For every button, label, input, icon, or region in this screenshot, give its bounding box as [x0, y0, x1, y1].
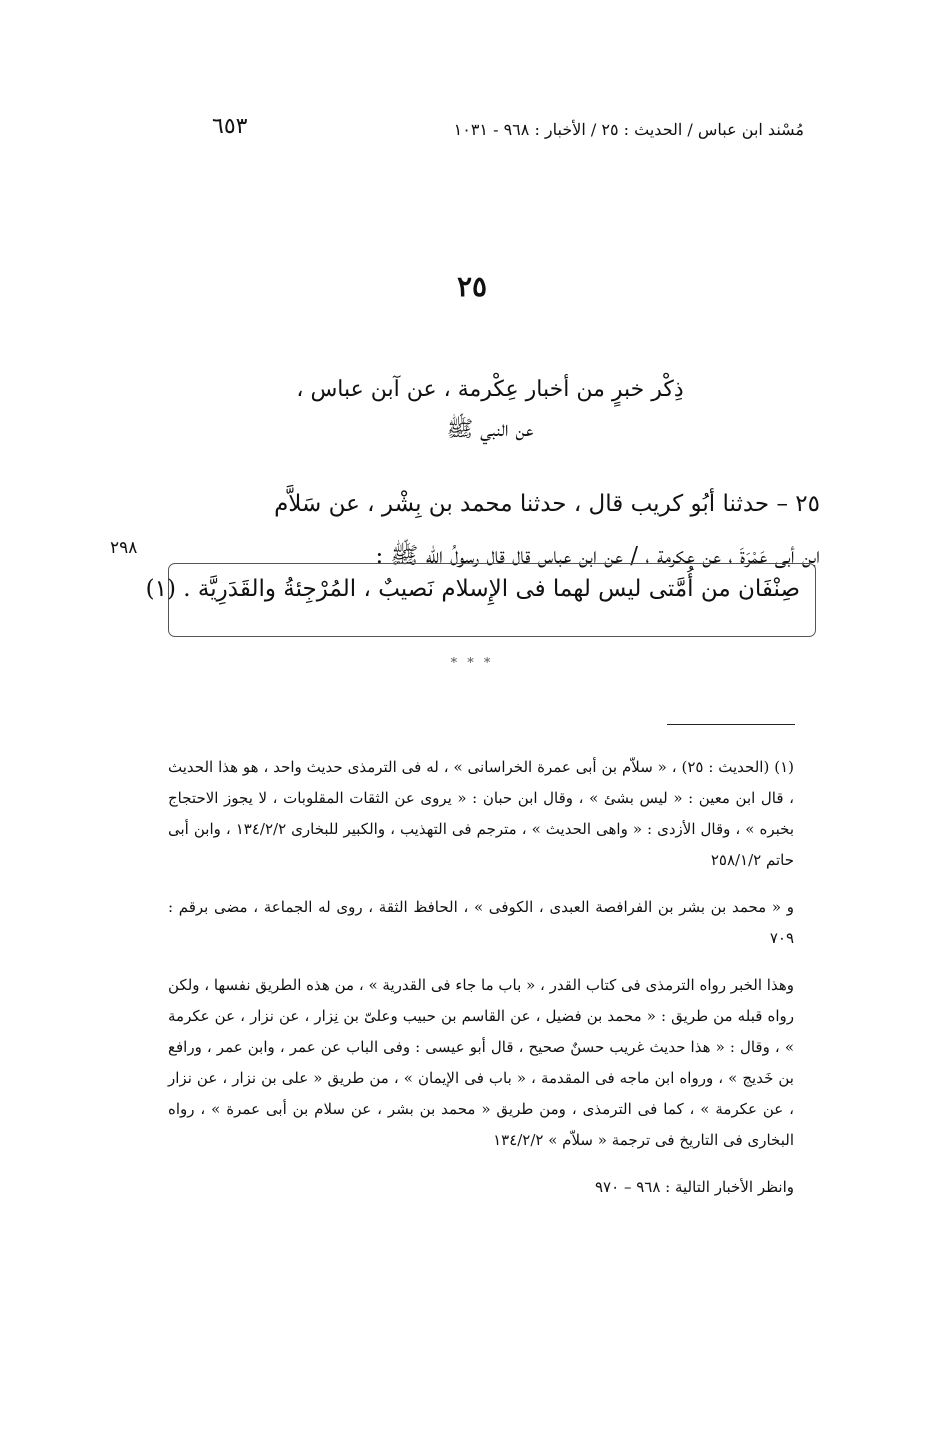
- chapter-title-line-2: عن النبي ﷺ: [446, 417, 534, 442]
- footnote-paragraph-3: وهذا الخبر رواه الترمذى فى كتاب القدر ، « باب ما جاء فى القدرية » ، من هذه الطريق نفسها ، ولكن رواه قبله من طريق : « محمد بن فضيل ، عن القاسم بن حبيب وعلىّ بن نِزار ، عن نزار ، عن عكرمة » ، وقال : « هذا حديث غريب حسنٌ صحيح ، قال أبو عيسى : وفى الباب عن عمر ، وابن عمر ، ورافع بن خَديج » ، ورواه ابن ماجه فى المقدمة ، « باب فى الإيمان » ، من طريق « على بن نزار ، عن نزار ، عن عكرمة » ، كما فى الترمذى ، ومن طريق « محمد بن بشر ، عن سلام بن أبى عمرة » ، رواه البخارى فى التاريخ فى ترجمة « سلاّم » ١٣٤/٢/٢: [168, 976, 794, 1149]
- running-head: مُسْند ابن عباس / الحديث : ٢٥ / الأخبار : ٩٦٨ - ١٠٣١: [453, 120, 804, 139]
- boxed-hadith-text: صِنْفَان من أُمَّتى ليس لهما فى الإِسلام نَصيبٌ ، المُرْجِئةُ والقَدَرِيَّة . (١): [145, 576, 800, 602]
- margin-page-reference: ٢٩٨: [110, 538, 138, 558]
- hadith-number-heading: ٢٥: [456, 270, 488, 303]
- footnote-paragraph-4: وانظر الأخبار التالية : ٩٦٨ – ٩٧٠: [595, 1178, 794, 1196]
- hadith-text-line-1: ٢٥ – حدثنا أبُو كريب قال ، حدثنا محمد بن بِشْر ، عن سَلاَّم: [274, 491, 820, 517]
- page-number: ٦٥٣: [212, 114, 248, 139]
- footnote-paragraph-1: (١) (الحديث : ٢٥) ، « سلاّم بن أبى عمرة الخراسانى » ، له فى الترمذى حديث واحد ، هو هذا الحديث ، قال ابن معين : « ليس بشئ » ، وقال ابن حبان : « يروى عن الثقات المقلوبات ، لا يجوز الاحتجاج بخبره » ، وقال الأزدى : « واهى الحديث » ، مترجم فى التهذيب ، والكبير للبخارى ١٣٤/٢/٢ ، وابن أبى حاتم ٢٥٨/١/٢: [168, 758, 794, 869]
- section-separator: * * *: [450, 656, 494, 671]
- footnotes: [168, 752, 794, 1219]
- chapter-title-line-1: ذِكْر خبرٍ من أخبار عِكْرمة ، عن آبن عباس ،: [296, 377, 684, 402]
- hadith-text-line-2: ابن أبى عَمْرَةَ ، عن عكرمة ، / عن ابن عباس قال قال رسولُ الله ﷺ :: [375, 543, 820, 569]
- footnote-rule: [667, 724, 795, 725]
- chapter-title: [240, 370, 740, 450]
- footnote-paragraph-2: و « محمد بن بشر بن الفرافصة العبدى ، الكوفى » ، الحافظ الثقة ، روى له الجماعة ، مضى برقم : ٧٠٩: [168, 898, 794, 947]
